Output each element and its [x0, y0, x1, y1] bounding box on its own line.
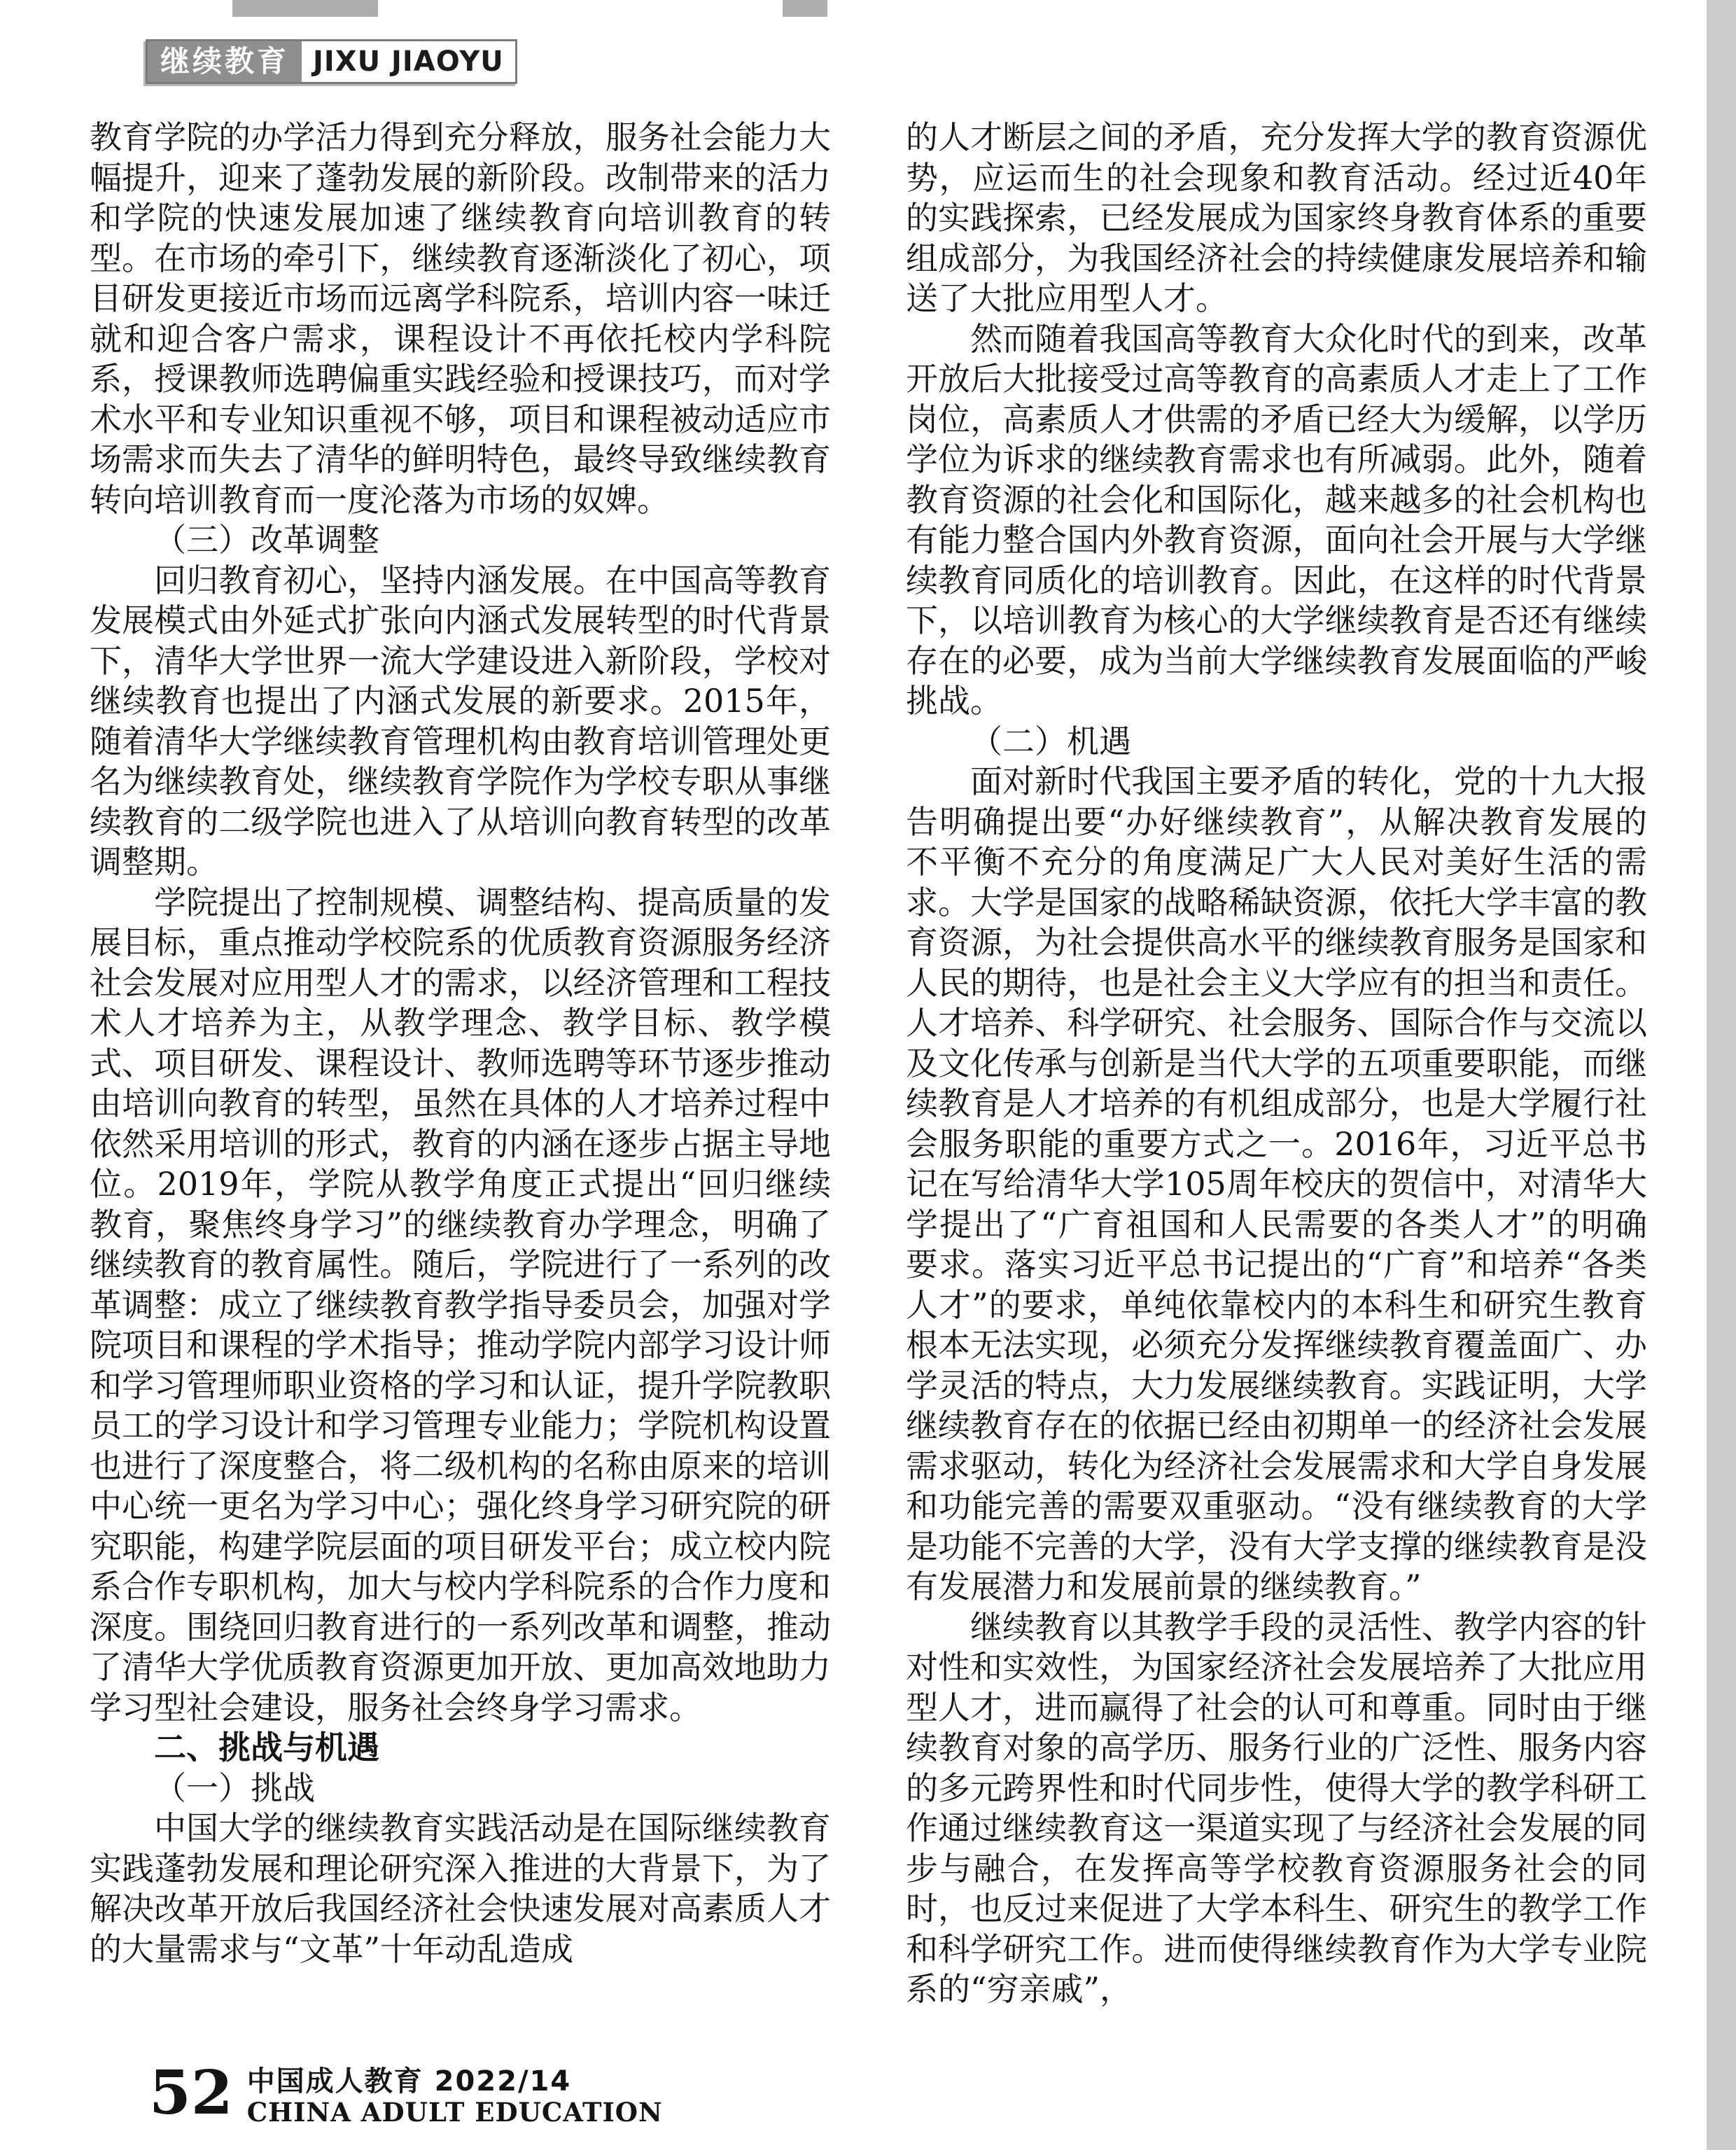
scan-edge-right: [1707, 0, 1736, 2150]
page-footer: [149, 2058, 663, 2128]
paragraph: 继续教育以其教学手段的灵活性、教学内容的针对性和实效性，为国家经济社会发展培养了大批应用型人才，进而赢得了社会的认可和尊重。同时由于继续教育对象的高学历、服务行业的广泛性、服务内容的多元跨界性和时代同步性，使得大学的教学科研工作通过继续教育这一渠道实现了与经济社会发展的同步与融合，在发挥高等学校教育资源服务社会的同时，也反过来促进了大学本科生、研究生的教学工作和科学研究工作。进而使得继续教育作为大学专业院系的“穷亲戚”，: [906, 1607, 1647, 2008]
paragraph: 学院提出了控制规模、调整结构、提高质量的发展目标，重点推动学校院系的优质教育资源服务经济社会发展对应用型人才的需求，以经济管理和工程技术人才培养为主，从教学理念、教学目标、教学模式、项目研发、课程设计、教师选聘等环节逐步推动由培训向教育的转型，虽然在具体的人才培养过程中依然采用培训的形式，教育的内涵在逐步占据主导地位。2019年，学院从教学角度正式提出“回归继续教育，聚焦终身学习”的继续教育办学理念，明确了继续教育的教育属性。随后，学院进行了一系列的改革调整：成立了继续教育教学指导委员会，加强对学院项目和课程的学术指导；推动学院内部学习设计师和学习管理师职业资格的学习和认证，提升学院教职员工的学习设计和学习管理专业能力；学院机构设置也进行了深度整合，将二级机构的名称由原来的培训中心统一更名为学习中心；强化终身学习研究院的研究职能，构建学院层面的项目研发平台；成立校内院系合作专职机构，加大与校内学科院系的合作力度和深度。围绕回归教育进行的一系列改革和调整，推动了清华大学优质教育资源更加开放、更加高效地助力学习型社会建设，服务社会终身学习需求。: [90, 883, 831, 1726]
section-badge-en-label: JIXU JIAOYU: [302, 41, 515, 82]
journal-title-block: [247, 2062, 663, 2127]
section-heading: 二、挑战与机遇: [154, 1729, 379, 1766]
journal-name-en: CHINA ADULT EDUCATION: [246, 2097, 663, 2128]
scan-artifact: [232, 0, 378, 17]
paragraph: 回归教育初心，坚持内涵发展。在中国高等教育发展模式由外延式扩张向内涵式发展转型的时代背景下，清华大学世界一流大学建设进入新阶段，学校对继续教育也提出了内涵式发展的新要求。2015年，随着清华大学继续教育管理机构由教育培训管理处更名为继续教育处，继续教育学院作为学校专职从事继续教育的二级学院也进入了从培训向教育转型的改革调整期。: [90, 561, 831, 881]
paragraph: 然而随着我国高等教育大众化时代的到来，改革开放后大批接受过高等教育的高素质人才走上了工作岗位，高素质人才供需的矛盾已经大为缓解，以学历学位为诉求的继续教育需求也有所减弱。此外，随着教育资源的社会化和国际化，越来越多的社会机构也有能力整合国内外教育资源，面向社会开展与大学继续教育同质化的培训教育。因此，在这样的时代背景下，以培训教育为核心的大学继续教育是否还有继续存在的必要，成为当前大学继续教育发展面临的严峻挑战。: [906, 319, 1647, 720]
column-section-badge: [146, 39, 517, 84]
section-badge-cn-label: 继续教育: [148, 41, 302, 82]
subsection-heading: （三）改革调整: [154, 521, 379, 559]
right-text-column: [906, 118, 1647, 2010]
journal-name-cn: 中国成人教育 2022/14: [246, 2065, 572, 2097]
subsection-heading: （二）机遇: [970, 722, 1131, 760]
paragraph: 面对新时代我国主要矛盾的转化，党的十九大报告明确提出要“办好继续教育”，从解决教育发展的不平衡不充分的角度满足广大人民对美好生活的需求。大学是国家的战略稀缺资源，依托大学丰富的教育资源，为社会提供高水平的继续教育服务是国家和人民的期待，也是社会主义大学应有的担当和责任。人才培养、科学研究、社会服务、国际合作与交流以及文化传承与创新是当代大学的五项重要职能，而继续教育是人才培养的有机组成部分，也是大学履行社会服务职能的重要方式之一。2016年，习近平总书记在写给清华大学105周年校庆的贺信中，对清华大学提出了“广育祖国和人民需要的各类人才”的明确要求。落实习近平总书记提出的“广育”和培养“各类人才”的要求，单纯依靠校内的本科生和研究生教育根本无法实现，必须充分发挥继续教育覆盖面广、办学灵活的特点，大力发展继续教育。实践证明，大学继续教育存在的依据已经由初期单一的经济社会发展需求驱动，转化为经济社会发展需求和大学自身发展和功能完善的需要双重驱动。“没有继续教育的大学是功能不完善的大学，没有大学支撑的继续教育是没有发展潜力和发展前景的继续教育。”: [906, 762, 1647, 1605]
paragraph: 中国大学的继续教育实践活动是在国际继续教育实践蓬勃发展和理论研究深入推进的大背景下，为了解决改革开放后我国经济社会快速发展对高素质人才的大量需求与“文革”十年动乱造成: [90, 1809, 831, 1968]
left-text-column: [90, 118, 831, 1969]
page-number: 52: [149, 2058, 233, 2128]
subsection-heading: （一）挑战: [154, 1768, 315, 1807]
scan-artifact: [783, 0, 827, 17]
paragraph: 教育学院的办学活力得到充分释放，服务社会能力大幅提升，迎来了蓬勃发展的新阶段。改制带来的活力和学院的快速发展加速了继续教育向培训教育的转型。在市场的牵引下，继续教育逐渐淡化了初心，项目研发更接近市场而远离学科院系，培训内容一味迁就和迎合客户需求，课程设计不再依托校内学科院系，授课教师选聘偏重实践经验和授课技巧，而对学术水平和专业知识重视不够，项目和课程被动适应市场需求而失去了清华的鲜明特色，最终导致继续教育转向培训教育而一度沦落为市场的奴婢。: [90, 118, 831, 519]
paragraph: 的人才断层之间的矛盾，充分发挥大学的教育资源优势，应运而生的社会现象和教育活动。经过近40年的实践探索，已经发展成为国家终身教育体系的重要组成部分，为我国经济社会的持续健康发展培养和输送了大批应用型人才。: [906, 118, 1647, 317]
